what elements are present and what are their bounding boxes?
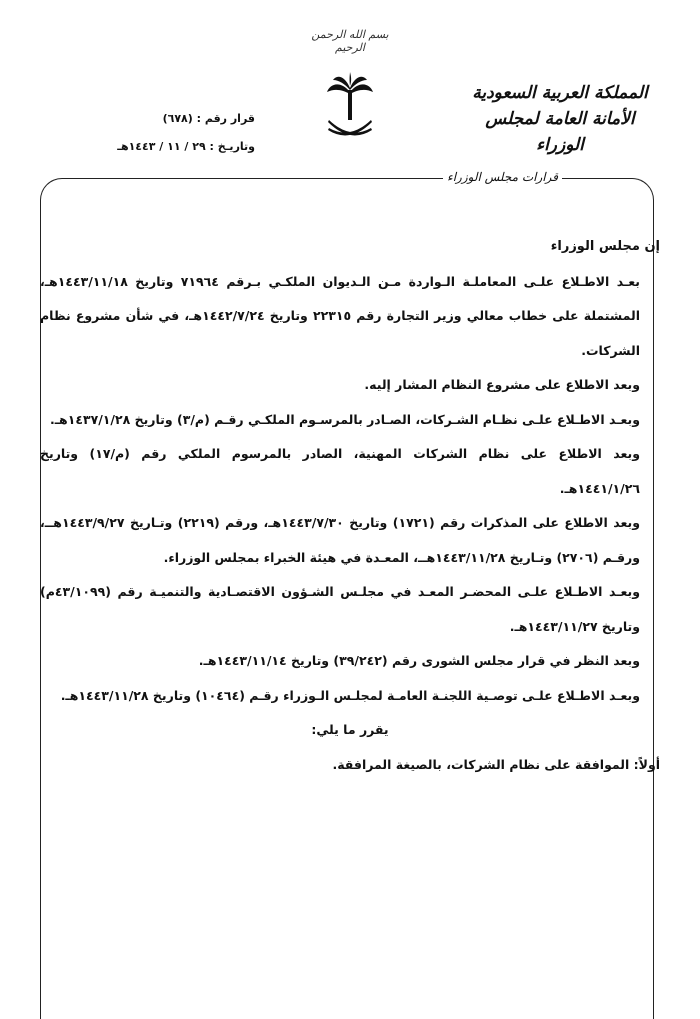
secretariat-title: الأمانة العامة لمجلس الوزراء xyxy=(485,109,635,155)
decisions-label: قرارات مجلس الوزراء xyxy=(443,170,562,184)
paragraph: وبعد الاطلاع على المذكرات رقم (١٧٢١) وتاريخ ١٤٤٣/٧/٣٠هـ، ورقم (٢٢١٩) وتـاريخ ١٤٤٣/٩/٢٧هــ، ورقـم (٢٧٠٦) وتـاريخ ١٤٤٣/١١/٢٨هــ، المعـدة في هيئة الخبراء بمجلس الوزراء. xyxy=(40,515,640,565)
letterhead-title xyxy=(460,80,660,158)
paragraph: وبعـد الاطـلاع علـى نظـام الشـركات، الصـادر بالمرسـوم الملكـي رقـم (م/٣) وتاريخ ١٤٣٧/١/٢٨هـ. xyxy=(49,411,640,427)
paragraph: وبعد الاطلاع على مشروع النظام المشار إليه. xyxy=(364,377,640,392)
paragraph: وبعد النظر في قرار مجلس الشورى رقم (٣٩/٢٤٢) وتاريخ ١٤٤٣/١١/١٤هـ. xyxy=(198,653,640,668)
paragraph: وبعـد الاطـلاع علـى توصـية اللجنـة العامـة لمجلـس الـوزراء رقـم (١٠٤٦٤) وتاريخ ١٤٤٣/١١/٢٨هـ. xyxy=(60,687,640,703)
decision-number: قرار رقم : (٦٧٨) xyxy=(162,112,255,125)
opening-line: إن مجلس الوزراء xyxy=(550,239,660,254)
paragraph: بعـد الاطـلاع علـى المعاملـة الـواردة مـن الـديوان الملكـي بـرقم ٧١٩٦٤ وتاريخ ١٤٤٣/١١/١٨هـ، المشتملة على خطاب معالي وزير التجارة رقم ٢٢٣١٥ وتاريخ ١٤٤٢/٧/٢٤هـ، في شأن مشروع نظام الشركات. xyxy=(40,273,640,358)
kingdom-title: المملكة العربية السعودية xyxy=(472,83,648,103)
decision-body xyxy=(40,230,660,782)
first-item: أولاً: الموافقة على نظام الشركات، بالصيغة المرافقة. xyxy=(332,756,660,772)
paragraph: وبعد الاطلاع على نظام الشركات المهنية، الصادر بالمرسوم الملكي رقم (م/١٧) وتاريخ ١٤٤١/١/٢٦هـ. xyxy=(40,446,640,496)
decides-line: يقرر ما يلي: xyxy=(311,722,389,737)
decision-date: وتاريـخ : ٢٩ / ١١ / ١٤٤٣هـ xyxy=(117,140,255,153)
paragraph: وبعـد الاطـلاع علـى المحضـر المعـد في مجلـس الشـؤون الاقتصـادية والتنميـة رقم (٤٣/١٠٩٩م) وتاريخ ١٤٤٣/١١/٢٧هـ. xyxy=(40,584,640,634)
decision-info xyxy=(95,105,255,161)
basmala: بسم الله الرحمن الرحيم xyxy=(311,28,389,54)
saudi-emblem-icon xyxy=(325,72,375,152)
